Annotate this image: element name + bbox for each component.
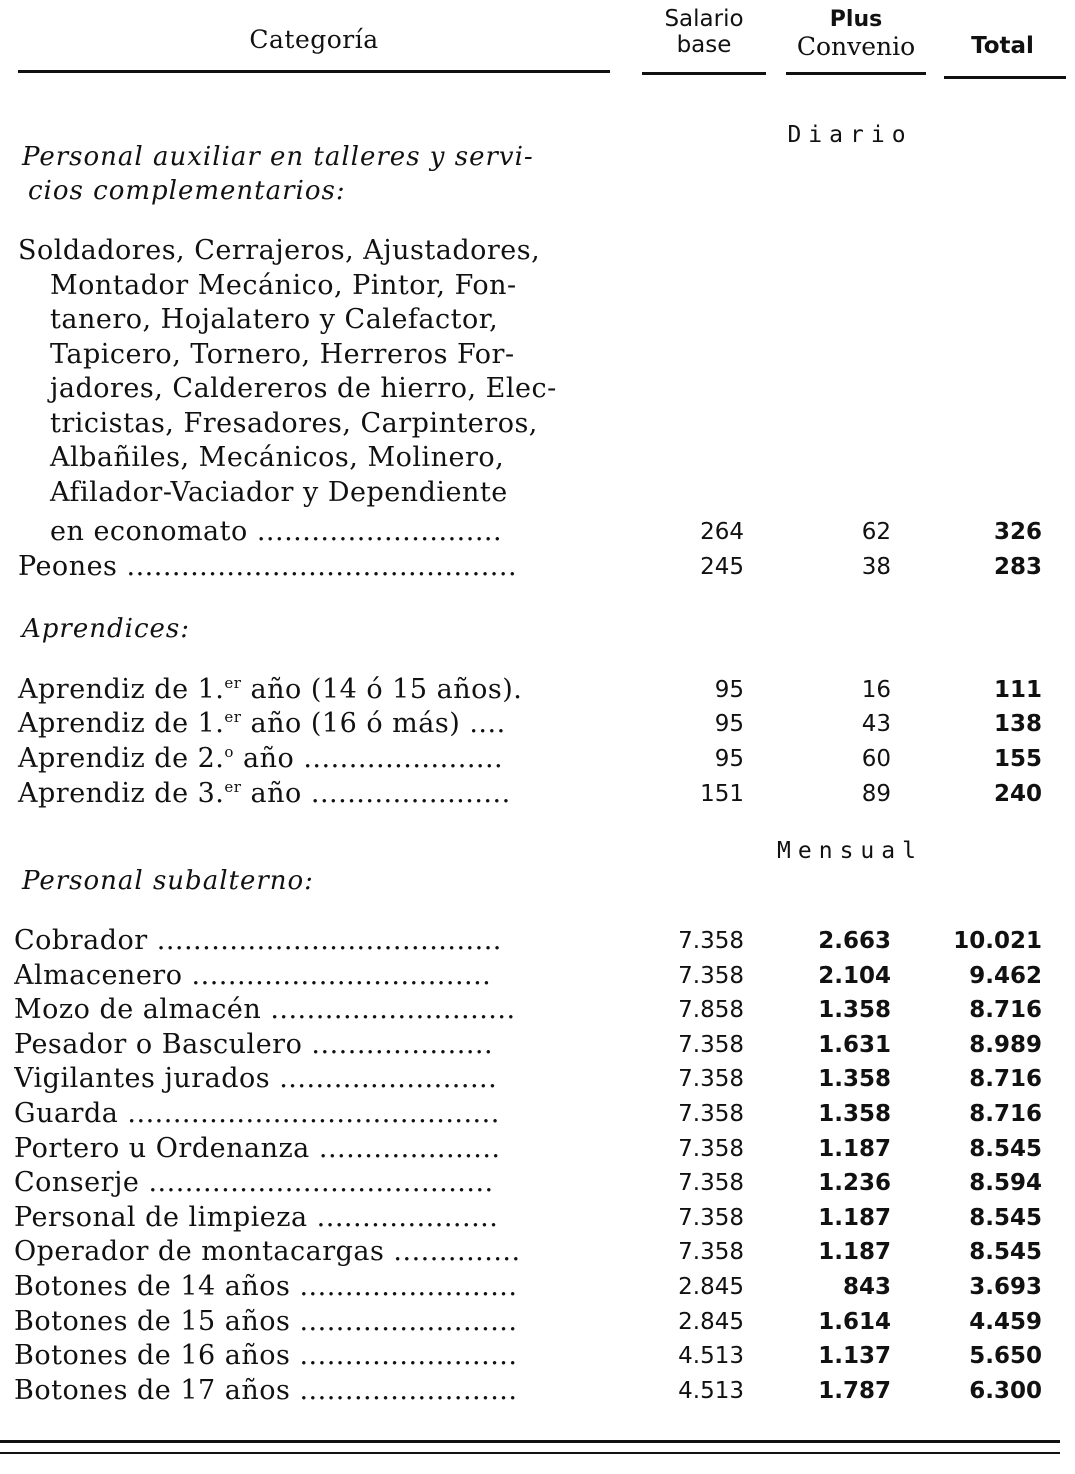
- section-aprendices: Aprendices:: [22, 614, 190, 644]
- row-category: en economato ...........................: [50, 516, 503, 547]
- row-category-b: año ......................: [241, 778, 511, 809]
- paragraph-line: Soldadores, Cerrajeros, Ajustadores,: [18, 235, 541, 266]
- row-total: 155: [993, 746, 1042, 772]
- row-plus-convenio: 1.358: [818, 1101, 891, 1127]
- row-salario-base: 264: [700, 519, 744, 545]
- row-salario-base: 95: [714, 677, 744, 703]
- row-category: [14, 742, 610, 776]
- row-category: Personal de limpieza ....................: [14, 1201, 499, 1233]
- row-plus-convenio: 1.187: [818, 1135, 891, 1162]
- table-row: [14, 742, 1046, 776]
- row-total: 5.650: [969, 1343, 1042, 1370]
- header-plus-convenio: [786, 6, 926, 60]
- row-salario-base: 7.358: [678, 1031, 744, 1058]
- paragraph-line: Afilador-Vaciador y Dependiente: [50, 476, 508, 508]
- row-salario-base: 7.358: [678, 1239, 744, 1266]
- row-plus-convenio: 2.104: [818, 962, 891, 989]
- row-plus-convenio: 89: [861, 781, 891, 807]
- row-category-a: Aprendiz de 3.: [18, 778, 225, 809]
- row-category: Operador de montacargas ..............: [14, 1236, 521, 1268]
- row-plus-convenio: 1.787: [818, 1377, 891, 1404]
- row-salario-base: 2.845: [678, 1274, 744, 1300]
- row-category-b: año (16 ó más) ....: [241, 708, 506, 739]
- row-plus-convenio: 38: [861, 554, 891, 580]
- table-row: [14, 1201, 1046, 1235]
- row-total: 3.693: [969, 1274, 1042, 1300]
- row-category-a: Aprendiz de 2.: [18, 743, 225, 774]
- row-total: 6.300: [969, 1377, 1042, 1404]
- row-salario-base: 7.358: [678, 1204, 744, 1231]
- period-diario: Diario: [787, 122, 913, 148]
- row-category-b: año (14 ó 15 años).: [241, 674, 523, 705]
- row-salario-base: 151: [700, 781, 744, 807]
- paragraph-line: tricistas, Fresadores, Carpinteros,: [50, 407, 538, 439]
- row-category: [14, 707, 610, 741]
- header-plus-line2: Convenio: [796, 32, 916, 61]
- row-category-a: Aprendiz de 1.: [18, 674, 225, 705]
- row-plus-convenio: 43: [861, 711, 891, 737]
- table-row: [14, 924, 1046, 958]
- row-category: Almacenero .................................: [14, 959, 492, 991]
- paragraph-line: tanero, Hojalatero y Calefactor,: [50, 304, 499, 335]
- table-row: [14, 673, 1046, 707]
- row-category: Botones de 15 años ........................: [14, 1305, 518, 1337]
- row-total: 326: [993, 519, 1042, 545]
- row-salario-base: 95: [714, 711, 744, 737]
- row-category-sup: o: [224, 743, 234, 761]
- section-talleres-line1: Personal auxiliar en talleres y servi-: [22, 142, 534, 172]
- row-total: 10.021: [953, 928, 1042, 954]
- row-total: 8.716: [969, 997, 1042, 1024]
- period-mensual: Mensual: [777, 838, 923, 864]
- paragraph-line: jadores, Caldereros de hierro, Elec-: [50, 373, 557, 404]
- footer-rule-top: [0, 1440, 1060, 1443]
- row-salario-base: 7.358: [678, 1066, 744, 1093]
- header-salario-base-line2: base: [676, 32, 732, 58]
- row-salario-base: 7.858: [678, 997, 744, 1024]
- row-total: 8.545: [969, 1239, 1042, 1266]
- row-salario-base: 245: [700, 554, 744, 580]
- row-category-sup: er: [224, 674, 242, 692]
- table-row: [14, 1339, 1046, 1373]
- row-category-b: año ......................: [233, 743, 504, 774]
- row-category-sup: er: [224, 778, 242, 796]
- row-salario-base: 2.845: [678, 1308, 744, 1335]
- header-salario-base-line1: Salario: [664, 6, 744, 32]
- table-row: [14, 1028, 1046, 1062]
- header-salario-base: [642, 6, 766, 58]
- row-category-sup: er: [224, 708, 242, 726]
- row-plus-convenio: 1.614: [818, 1308, 891, 1335]
- row-salario-base: 7.358: [678, 928, 744, 954]
- row-plus-convenio: 1.187: [818, 1204, 891, 1231]
- table-row: [14, 550, 1046, 584]
- row-category: Peones ...........................................: [18, 551, 518, 582]
- table-row: [14, 1166, 1046, 1200]
- row-total: 9.462: [969, 962, 1042, 989]
- table-row: [14, 1305, 1046, 1339]
- row-total: 8.545: [969, 1135, 1042, 1162]
- table-row: [14, 707, 1046, 741]
- footer-rule-bottom: [0, 1452, 1060, 1454]
- header-total: Total: [971, 33, 1034, 59]
- row-total: 283: [993, 554, 1042, 580]
- row-salario-base: 95: [714, 746, 744, 772]
- row-salario-base: 7.358: [678, 1101, 744, 1127]
- table-row: [14, 1235, 1046, 1269]
- row-plus-convenio: 1.358: [818, 997, 891, 1024]
- row-category: Botones de 14 años ........................: [14, 1271, 518, 1302]
- section-talleres-line2: cios complementarios:: [28, 176, 346, 206]
- table-row: [14, 1374, 1046, 1408]
- row-total: 8.716: [969, 1066, 1042, 1093]
- table-row: [14, 515, 1046, 549]
- paragraph-line: Albañiles, Mecánicos, Molinero,: [50, 442, 505, 473]
- row-total: 8.545: [969, 1204, 1042, 1231]
- row-salario-base: 7.358: [678, 1135, 744, 1162]
- row-category: Guarda .........................................: [14, 1098, 500, 1129]
- table-row: [14, 1062, 1046, 1096]
- row-category: [14, 777, 610, 811]
- row-category: Cobrador ......................................: [14, 925, 502, 956]
- talleres-paragraph: [18, 234, 610, 510]
- paragraph-line: Tapicero, Tornero, Herreros For-: [50, 338, 515, 370]
- row-plus-convenio: 16: [861, 677, 891, 703]
- table-row: [14, 777, 1046, 811]
- row-total: 4.459: [969, 1308, 1042, 1335]
- row-category: Pesador o Basculero ....................: [14, 1028, 494, 1060]
- row-category: Conserje ......................................: [14, 1167, 494, 1199]
- row-plus-convenio: 1.187: [818, 1239, 891, 1266]
- row-plus-convenio: 2.663: [818, 928, 891, 954]
- table-row: [14, 1097, 1046, 1131]
- row-plus-convenio: 1.236: [818, 1170, 891, 1197]
- paragraph-line: Montador Mecánico, Pintor, Fon-: [50, 269, 517, 301]
- header-categoria: Categoría: [249, 25, 379, 54]
- row-category-a: Aprendiz de 1.: [18, 708, 225, 739]
- header-rule-categoria: [18, 70, 610, 73]
- row-total: 111: [993, 677, 1042, 703]
- row-category: [14, 673, 610, 707]
- row-category: Botones de 16 años ........................: [14, 1340, 518, 1372]
- row-category: Vigilantes jurados ........................: [14, 1063, 498, 1095]
- header-rule-total: [944, 76, 1066, 79]
- header-rule-plus: [786, 72, 926, 75]
- table-row: [14, 1132, 1046, 1166]
- row-plus-convenio: 1.137: [818, 1343, 891, 1370]
- row-category: Botones de 17 años ........................: [14, 1374, 518, 1406]
- row-total: 8.716: [969, 1101, 1042, 1127]
- row-category: Portero u Ordenanza ....................: [14, 1132, 501, 1164]
- row-category: Mozo de almacén ...........................: [14, 994, 516, 1026]
- row-plus-convenio: 1.358: [818, 1066, 891, 1093]
- row-plus-convenio: 843: [842, 1274, 891, 1300]
- row-salario-base: 7.358: [678, 1170, 744, 1197]
- section-subalterno: Personal subalterno:: [22, 866, 314, 896]
- table-row: [14, 959, 1046, 993]
- row-plus-convenio: 60: [861, 746, 891, 772]
- row-plus-convenio: 62: [861, 519, 891, 545]
- row-plus-convenio: 1.631: [818, 1031, 891, 1058]
- table-row: [14, 993, 1046, 1027]
- row-salario-base: 7.358: [678, 962, 744, 989]
- row-total: 138: [993, 711, 1042, 737]
- header-plus-line1: Plus: [829, 7, 883, 32]
- row-salario-base: 4.513: [678, 1343, 744, 1370]
- section-talleres: [22, 140, 622, 208]
- table-row: [14, 1270, 1046, 1304]
- row-total: 8.594: [969, 1170, 1042, 1197]
- header-rule-base: [642, 72, 766, 75]
- row-total: 8.989: [969, 1031, 1042, 1058]
- row-salario-base: 4.513: [678, 1377, 744, 1404]
- row-total: 240: [993, 781, 1042, 807]
